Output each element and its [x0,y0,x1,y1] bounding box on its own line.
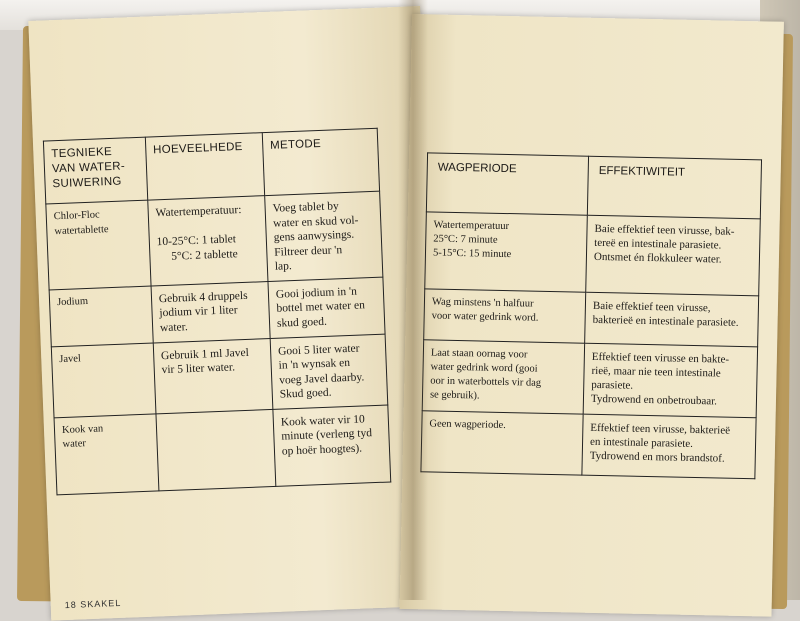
cell-text-line: water. [159,320,188,334]
cell-text-line: Effektief teen virusse en bakte- [591,350,730,366]
cell-text-line: Voeg tablet by [272,200,340,215]
table-row [46,191,383,289]
cell-text-line: 5°C: 2 tablette [170,247,238,263]
wait-cell [425,212,588,292]
method-cell [270,334,388,409]
cell-text-line: Gebruik 4 druppels [158,289,248,305]
page-footer: 18 SKAKEL [64,597,122,611]
table-row [422,340,757,418]
amount-cell [153,338,273,413]
cell-text-line: minute (verleng tyd [281,427,373,443]
cell-text-line: bakterieë en intestinale parasiete. [592,313,739,329]
cell-text-line: Effektief teen virusse, bakterieë [590,421,731,437]
cell-text-line: 10-25°C: 1 tablet [156,233,237,249]
cell-text-line: water gedrink word (gooi [430,361,538,375]
header-method: METODE [262,128,379,195]
cell-text-line: Baie effektief teen virusse, bak- [594,222,735,238]
table-row [424,289,759,347]
cell-text-line: Tydrowend en onbetroubaar. [590,392,718,408]
cell-text-line: tereë en intestinale parasiete. [594,236,722,252]
left-page [28,6,443,621]
cell-text-line: Watertemperatuur [433,219,510,233]
cell-text-line: Wag minstens 'n halfuur [431,296,534,310]
cell-text-line: bottel met water en [276,299,366,315]
cell-text-line: in 'n wynsak en [278,356,351,372]
cell-text-line: jodium vir 1 liter [159,304,238,320]
effect-cell [582,414,756,479]
table-row [54,405,391,495]
technique-cell [54,413,159,494]
cell-text-line: Gebruik 1 ml Javel [160,346,250,362]
amount-cell [148,196,268,286]
cell-text-line: 25°C: 7 minute [433,233,498,246]
right-page [400,14,784,617]
amount-cell [156,409,276,490]
cell-text-line: 5-15°C: 15 minute [432,247,512,261]
cell-text-line: voor water gedrink word. [431,310,539,324]
method-cell [265,191,383,281]
cell-text-line: Kook van [61,422,104,436]
technique-cell [49,286,153,347]
header-effectiveness: EFFEKTIWITEIT [587,156,761,219]
effect-cell [583,343,757,418]
cell-text-line: Kook water vir 10 [280,412,365,429]
cell-text-line: Skud goed. [279,386,332,401]
cell-text-line: Jodium [56,295,89,308]
wait-cell [421,411,583,475]
cell-text-line: se gebruik). [429,389,480,402]
effect-cell [585,292,759,347]
cell-text-line: en intestinale parasiete. [589,435,694,450]
cell-text-line: Chlor-Floc [53,209,100,223]
cell-text-line: water [62,438,87,451]
cell-text-line: Filtreer deur 'n [274,243,343,259]
book-gutter [398,0,428,600]
table-row [421,411,756,479]
wait-cell [422,340,584,414]
cell-text-line: Gooi jodium in 'n [275,285,358,301]
cell-text-line: Laat staan oornag voor [430,347,528,361]
table-row [425,212,761,296]
right-table-header-row [426,153,761,219]
header-technique: TEGNIEKE VAN WATER- SUIWERING [43,137,147,204]
method-cell [268,277,385,338]
cell-text-line: lap. [274,260,292,273]
header-wait-period: WAGPERIODE [426,153,588,215]
cell-text-line: op hoër hoogtes). [281,442,363,458]
technique-cell [51,342,155,417]
cell-text-line: oor in waterbottels vir dag [430,375,542,389]
header-amount: HOEVEELHEDE [145,133,264,200]
technique-cell [46,200,151,289]
table-row [51,334,387,418]
cell-text-line: Javel [59,352,82,365]
cell-text-line: watertablette [54,223,109,237]
cell-text-line: Geen wagperiode. [429,418,506,432]
cell-text-line: water en skud vol- [272,214,359,230]
right-table [420,152,762,479]
cell-text-line: vir 5 liter water. [161,361,236,377]
cell-text-line: rieë, maar nie teen intestinale [591,364,721,380]
cell-text-line: Baie effektief teen virusse, [592,299,711,315]
cell-text-line: Ontsmet én flokkuleer water. [593,250,722,266]
cell-text-line: parasiete. [591,378,634,392]
wait-cell [424,289,586,343]
cell-text-line: Gooi 5 liter water [277,342,360,358]
cell-text-line: skud goed. [276,315,328,330]
cell-text-line: gens aanwysings. [273,228,355,244]
cell-text-line: voeg Javel daarby. [278,370,365,387]
effect-cell [586,215,761,296]
left-table [43,128,391,495]
cell-text-line: Tydrowend en mors brandstof. [589,449,725,465]
cell-text-line: Watertemperatuur: [155,204,242,220]
amount-cell [151,281,270,342]
method-cell [273,405,391,486]
